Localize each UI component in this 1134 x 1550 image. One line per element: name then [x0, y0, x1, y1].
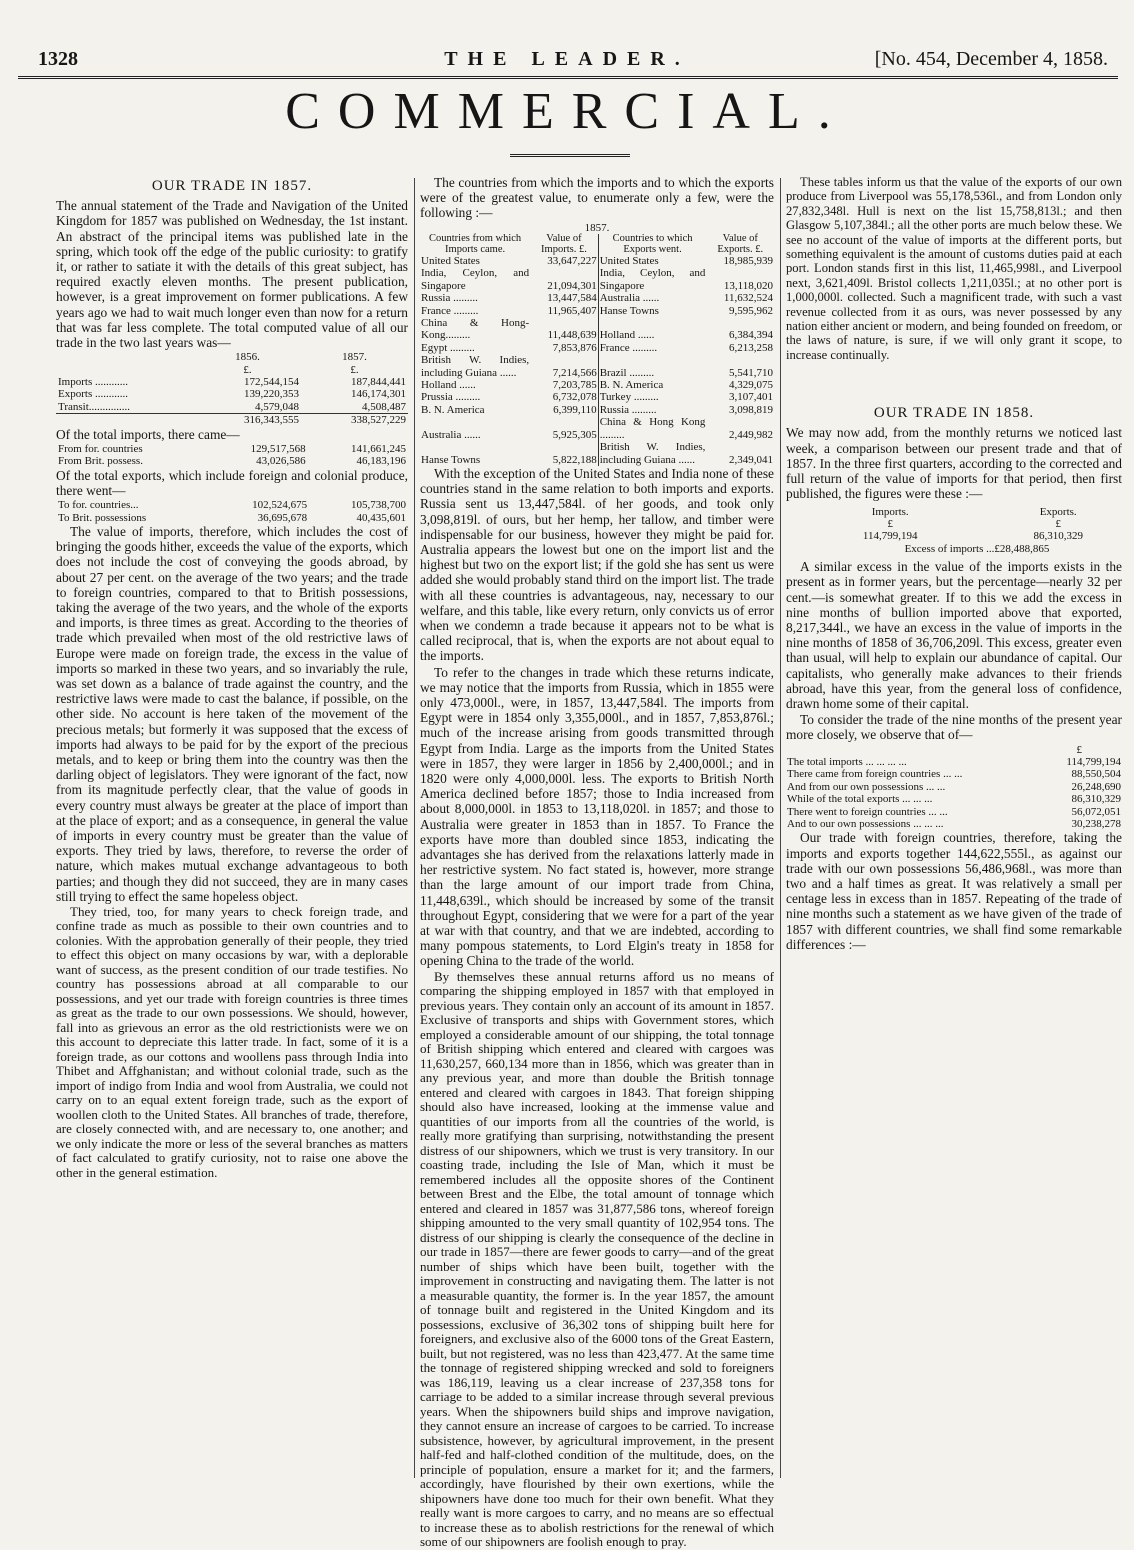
- import-value: 21,094,301: [547, 279, 597, 292]
- export-value: 6,384,394: [729, 329, 773, 342]
- export-value: 2,449,982: [729, 428, 773, 441]
- value-cell: 56,072,051: [1071, 805, 1121, 818]
- row-label: To Brit. possessions: [58, 511, 147, 524]
- page-number: 1328: [38, 48, 78, 70]
- export-value: 5,541,710: [729, 366, 773, 379]
- paragraph: To refer to the changes in trade which these returns indicate, we may notice that the imports from Russia, which in 1855 were only 473,000l., were, in 1857, 13,447,584l. The imports from Egypt were in 1854 only 3,355,000l., and in 1857, 7,853,876l.; much of the increase arising from goods transmitted through Egypt from India. Large as the imports from the United States were in 1857, they were larger in 1856 by 2,400,000l.; and in 1820 were only 4,000,000l. less. The exports to British North America declined before 1857; those to India increased from about 8,000,000l. in 1853 to 13,118,020l. in 1857; and those to Australia were greater in 1853 than in 1857. To France the exports have more than doubled since 1853, indicating the advantages she has derived from the relaxations latterly made in her restrictive system. No fact stated is, however, more strange than the large amount of our import trade from China, 11,448,639l., which should be increased by some of the transit throughout Egypt, considering that we were for a part of the year at war with that country, and that we are indebted, according to many pompous statements, to Lord Elgin's treaty in 1858 for opening China to the trade of the world.: [420, 664, 774, 969]
- import-country: China & Hong-Kong.........: [421, 317, 530, 342]
- unit-header: £: [887, 517, 893, 530]
- imports-intro: Of the total imports, there came—: [56, 426, 240, 442]
- value-cell: 36,695,678: [257, 511, 308, 524]
- row-label: To for. countries...: [58, 499, 139, 512]
- title-rule: [510, 154, 630, 157]
- column-header: Countries to which Exports went.: [598, 234, 706, 255]
- import-value: 13,447,584: [547, 292, 597, 305]
- import-country: Prussia .........: [421, 391, 481, 404]
- value-cell: 129,517,568: [250, 442, 306, 455]
- table-row: [420, 317, 774, 342]
- table-row: [786, 768, 1122, 780]
- table-row: [420, 255, 774, 267]
- value-cell: 139,220,353: [243, 388, 299, 401]
- table-row: [56, 401, 408, 414]
- paragraph: Our trade with foreign countries, therefore, taking the imports and exports together 144,622,555l., as against our trade with our own possessions 56,486,968l., was more than two and a half times as great. It was relatively a small per centage less in excess than in 1857. Repeating of the trade of nine months such a statement as we have given of the trade of 1857 with different countries, we shall find some remarkable differences :—: [786, 830, 1122, 952]
- article-heading-1858: OUR TRADE IN 1858.: [873, 405, 1035, 422]
- year-header: 1856.: [235, 351, 260, 364]
- export-country: Holland ......: [598, 317, 706, 342]
- export-country: India, Ceylon, and Singapore: [599, 267, 706, 292]
- import-country: British W. Indies, including Guiana ......: [421, 354, 530, 379]
- table-row: [420, 354, 774, 379]
- table-row: [420, 305, 774, 317]
- table-row: [786, 806, 1122, 818]
- table-row: [420, 416, 774, 441]
- column-1: [56, 175, 408, 1181]
- issue-date: [No. 454, December 4, 1858.: [874, 48, 1108, 70]
- export-country: Brazil .........: [598, 354, 706, 379]
- row-label: From Brit. possess.: [58, 455, 143, 468]
- year-header: 1857.: [342, 351, 367, 364]
- export-country: Turkey .........: [598, 391, 706, 403]
- table-row: [786, 793, 1122, 805]
- table-row: [420, 391, 774, 403]
- total-cell: 338,527,229: [301, 414, 408, 427]
- export-country: Russia .........: [598, 404, 706, 416]
- table-row: [56, 455, 408, 467]
- export-value: 6,213,258: [729, 341, 773, 354]
- unit-header: £: [1076, 743, 1082, 756]
- import-value: 33,647,227: [547, 255, 597, 268]
- export-country: China & Hong Kong .........: [599, 416, 706, 441]
- value-cell: 30,238,278: [1071, 818, 1121, 830]
- value-cell: 86,310,329: [1071, 793, 1121, 806]
- export-value: 3,098,819: [729, 403, 773, 416]
- totals-table: [56, 351, 408, 426]
- import-value: 6,399,110: [553, 403, 597, 416]
- column-divider: [414, 178, 415, 1478]
- column-divider: [780, 178, 781, 1478]
- value-cell: 86,310,329: [1033, 530, 1083, 543]
- exports-intro: Of the total exports, which include foreign and colonial produce, there went—: [56, 467, 408, 498]
- paragraph: To consider the trade of the nine months of the present year more closely, we observe that of—: [786, 712, 1122, 743]
- table-row: [56, 388, 408, 400]
- table-row: [786, 781, 1122, 793]
- total-row: [56, 414, 408, 427]
- import-country: India, Ceylon, and Singapore: [421, 267, 530, 292]
- column-header: Value of Exports. £.: [717, 233, 764, 255]
- publication-name: THE LEADER.: [444, 48, 690, 70]
- table-row: [56, 443, 408, 455]
- nine-month-table: [786, 756, 1122, 830]
- import-country: United States: [421, 255, 480, 268]
- import-value: 7,853,876: [552, 341, 597, 354]
- column-3: [786, 175, 1122, 953]
- value-cell: 46,183,196: [356, 455, 406, 468]
- row-label: And from our own possessions ... ...: [787, 780, 946, 793]
- export-country: Australia ......: [598, 292, 706, 304]
- value-cell: 4,579,048: [254, 400, 299, 413]
- table-row: [420, 342, 774, 354]
- value-cell: 187,844,441: [351, 376, 406, 389]
- total-cell: 316,343,555: [194, 414, 301, 427]
- table-row: [420, 379, 774, 391]
- value-cell: 4,508,487: [362, 400, 406, 413]
- unit-header: £: [1055, 517, 1061, 530]
- paragraph: These tables inform us that the value of the exports of our own produce from Liverpool was 55,178,536l., and from London only 27,832,348l. Hull is next on the list 15,758,813l.; and then Glasgow 5,107,384l.; all the other ports are much below these. We see no account of the value of imports at the different ports, but something equivalent is the amount of customs duties paid at each port. London stands first in this list, 11,465,998l., and Liverpool next, 3,621,409l. Bristol collects 1,211,035l.; at no other port is 1,000,000l. collected. Such a magnificent trade, with such a vast revenue collected from it as ours, was never possessed by any nation either ancient or modern, and being founded on freedom, or the laws of nature, is sure, if we will only grant it scope, to increase continually.: [786, 175, 1122, 362]
- table-row: [56, 512, 408, 524]
- paragraph: By themselves these annual returns afford us no means of comparing the shipping employed in 1857 with that employed in previous years. They contain only an account of its amount in 1857. Exclusive of transports and ships with Government stores, which employed a considerable amount of our shipping, the total tonnage of British shipping which entered and cleared with cargoes was 11,630,257, 660,134 more than in 1856, which was greater than in any previous year, and more than double the British tonnage entered and cleared with cargoes in 1843. That foreign shipping should also have increased, looking at the immense value and quantities of our imports from all the countries of the world, is really more gratifying than surprising, notwithstanding the present distress of our shipowners, which we trust is very transitory. In our coasting trade, including the Isle of Man, which it must be remembered includes all the opposite shores of the Continent between Brest and the Elbe, the total amount of tonnage which entered and cleared in 1857 was 31,877,586 tons, whereof foreign shipping amounted to the very small quantity of 102,954 tons. The distress of our shipping is clearly the consequence of the decline in our trade in 1857—there are fewer goods to carry—and of the great number of ships which have been built, together with the improvement in constructing and navigating them. The latter is not a measurable quantity, the former is. In the year 1857, the amount of tonnage built and registered in the United Kingdom and its possessions, exclusive of 36,302 tons of shipping built here for foreigners, and exclusive also of the 6000 tons of the Great Eastern, built, but not registered, was no less than 423,477. At the same time the tonnage of registered shipping wrecked and sold to foreigners was 186,119, leaving us a clear increase of 237,358 tons for carriage to be added to a similar increase through several previous years. When the shipowners build ships and improve navigation, they cannot ensure an increase of cargoes to be carried. To increase subsistence, however, by agricultural improvement, in the present half-fed and half-clothed condition of the multitude, does, on the principle of population, ensure a market for it; and the farmers, accordingly, have flourished by their own exertions, while the shipowners have done too much for their own benefit. What they really want is more cargoes to carry, and no means are so effectual to increase these as to abolish restrictions for the renewal of which some of our shipowners are foolish enough to pray.: [420, 968, 774, 1550]
- import-value: 7,214,566: [552, 366, 597, 379]
- value-cell: 105,738,700: [351, 499, 406, 512]
- row-label: Transit...............: [58, 400, 131, 413]
- import-value: 7,203,785: [552, 379, 597, 392]
- table-year: 1857.: [584, 221, 610, 234]
- table-row: [420, 441, 774, 466]
- value-cell: 172,544,154: [243, 376, 299, 389]
- table-row: [420, 404, 774, 416]
- value-cell: 114,799,194: [862, 530, 918, 543]
- export-country: B. N. America: [598, 379, 706, 391]
- column-header: Value of Imports. £.: [541, 233, 587, 255]
- table-row: [420, 292, 774, 304]
- value-cell: £28,488,865: [994, 542, 1050, 555]
- value-cell: 26,248,690: [1071, 780, 1121, 793]
- article-intro: The annual statement of the Trade and Navigation of the United Kingdom for 1857 was published on Wednesday, the 1st instant. An abstract of the principal items was published late in the spring, which took off the edge of the public curiosity: to gratify it, or rather to satiate it with the details of this great subject, has required exactly eleven months. The present publication, however, is a great improvement on former publications. A few years ago we had to wait much longer even than now for a return that was far less complete. The total computed value of all our trade in the two last years was—: [56, 198, 408, 351]
- export-country: United States: [598, 255, 706, 267]
- import-country: B. N. America: [421, 403, 485, 416]
- paragraph: A similar excess in the value of the imports exists in the present as in former years, but the percentage—nearly 32 per cent.—is somewhat greater. If to this we add the excess in nine months of bullion imported above that exported, 8,217,344l., we have an excess in the value of imports in the nine months of 1858 of 36,706,209l. This excess, greater even than usual, will help to explain our abundance of capital. Our capitalists, who generally make advances to their friends abroad, have this year, from the general loss of confidence, drawn home some of their capital.: [786, 559, 1122, 711]
- import-country: Hanse Towns: [421, 453, 481, 466]
- export-value: 4,329,075: [729, 379, 773, 392]
- value-cell: 43,026,586: [256, 455, 306, 468]
- import-country: France .........: [421, 304, 479, 317]
- value-cell: 146,174,301: [351, 388, 406, 401]
- unit-header: £.: [350, 363, 359, 376]
- import-value: 6,732,078: [552, 391, 597, 404]
- paragraph: The countries from which the imports and to which the exports were of the greatest value, to enumerate only a few, were the following :—: [420, 175, 774, 221]
- exports-destination-table: [56, 499, 408, 524]
- paragraph: The value of imports, therefore, which includes the cost of bringing the goods hither, exceeds the value of the exports, which does not include the cost of conveying the goods abroad, by about 27 per cent. on the average of the two years; and the trade to foreign countries, compared to that to British possessions, taking the average of the two years, and the whole of the exports and imports, is three times as great. According to the theories of trade which prevailed when most of the old restrictive laws of Europe were made on foreign trade, the excess in the value of imports so marked in these two years, and so invariably the rule, was set down as a balance of trade against the country, and the restrictive laws were made to cast the balance, if possible, on the other side. No account is here taken of the movement of the precious metals; but formerly it was supposed that the excess of imports had always to be paid for by the export of the precious metals, and to keep or bring them into the country was then the darling object of legislators. They were ignorant of the fact, now from its magnitude perfectly clear, that the value of goods in every country must always be greater at the place of import than at the place of export; and as a consequence, in general the value of imports in every country must be greater than the value of exports. They tried by laws, therefore, to reverse the order of nature, which makes mutual exchange advantageous to both parties; and though they did not succeed, they are in many cases still trying to effect the same hopeless object.: [56, 523, 408, 904]
- row-label: Imports ............: [58, 376, 128, 389]
- import-value: 11,965,407: [547, 304, 597, 317]
- table-row: [786, 756, 1122, 768]
- countries-table: [420, 234, 774, 466]
- column-2: [420, 175, 774, 1550]
- row-label: Excess of imports ...: [904, 542, 995, 555]
- export-value: 9,595,962: [729, 304, 773, 317]
- column-header: Imports.: [871, 505, 909, 518]
- row-label: There went to foreign countries ... ...: [787, 805, 948, 818]
- table-row: [56, 499, 408, 511]
- row-label: From for. countries: [58, 442, 143, 455]
- export-country: British W. Indies, including Guiana ......: [599, 441, 706, 466]
- value-cell: 141,661,245: [351, 442, 406, 455]
- article-heading-1857: OUR TRADE IN 1857.: [151, 178, 313, 194]
- import-country: Holland ......: [421, 379, 476, 392]
- import-value: 5,822,188: [552, 453, 597, 466]
- export-country: France .........: [598, 342, 706, 354]
- export-country: Hanse Towns: [598, 305, 706, 317]
- table-row: [56, 376, 408, 388]
- import-value: 5,925,305: [552, 428, 597, 441]
- column-header: Countries from which Imports came.: [429, 233, 522, 255]
- article-intro: We may now add, from the monthly returns we noticed last week, a comparison between our present trade and that of 1857. In the three first quarters, according to the corrected and full return of the value of imports for that period, then first published, the figures were these :—: [786, 425, 1122, 502]
- import-country: Russia .........: [421, 292, 478, 305]
- import-country: Egypt .........: [421, 341, 475, 354]
- value-cell: 88,550,504: [1071, 768, 1121, 781]
- export-value: 11,632,524: [723, 292, 773, 305]
- section-title: COMMERCIAL.: [285, 83, 849, 140]
- row-label: While of the total exports ... ... ...: [787, 793, 933, 806]
- paragraph: With the exception of the United States and India none of these countries stand in the same relation to both imports and exports. Russia sent us 13,447,584l. of her goods, and took only 3,098,819l. of ours, but her hemp, her tallow, and timber were indispensable for our business, however they might be paid for. Australia appears the lowest but one on the import list and the highest but two on the export list; if the gold she has sent us were added she would probably stand third on the import list. The trade with all these countries is advantageous, nay, necessary to our welfare, and this table, like every return, only convicts us of error when we condemn a trade because it appears not to be what is called reciprocal, that is, when the exports are not about equal to the imports.: [420, 465, 774, 664]
- row-label: There came from foreign countries ... ...: [787, 768, 963, 781]
- value-cell: 40,435,601: [356, 511, 406, 524]
- row-label: The total imports ... ... ... ...: [787, 755, 907, 768]
- import-value: 11,448,639: [547, 329, 597, 342]
- imports-origin-table: [56, 443, 408, 468]
- value-cell: 102,524,675: [252, 499, 308, 512]
- masthead-rule: [18, 76, 1118, 79]
- unit-header: £.: [243, 363, 252, 376]
- export-value: 3,107,401: [729, 391, 773, 404]
- masthead: [18, 48, 1116, 78]
- table-row: [420, 267, 774, 292]
- export-value: 2,349,041: [729, 453, 773, 466]
- value-cell: 114,799,194: [1066, 755, 1121, 768]
- export-value: 13,118,020: [723, 279, 773, 292]
- paragraph: They tried, too, for many years to check foreign trade, and confine trade as much as possible to their own countries and to colonies. With the approbation generally of their people, they tried to effect this object on many occasions by war, with a deplorable want of success, as the present condition of our trade testifies. No country has possessions abroad at all comparable to our possessions, and yet our trade with foreign countries is three times as great as the trade to our own possessions. We should, however, fall into as grievous an error as the old restrictionists were we on this account to depreciate this latter trade. In fact, some of it is a foreign trade, as our cottons and woollens pass through India into Thibet and Affghanistan; and without colonial trade, such as the import of indigo from India and wool from Australia, we could not carry on to an equal extent foreign trade, such as the export of woollen cloth to the United States. All branches of trade, therefore, are closely connected with, and are necessary to, one another; and we only indicate the more or less of the several branches as matters of fact calculated to gratify curiosity, not to raise one above the other in the general estimation.: [56, 903, 408, 1180]
- row-label: Exports ............: [58, 388, 128, 401]
- summary-table: [786, 506, 1122, 556]
- column-header: Exports.: [1039, 505, 1077, 518]
- row-label: And to our own possessions ... ... ...: [787, 818, 944, 830]
- export-value: 18,985,939: [723, 255, 773, 268]
- table-row: [786, 818, 1122, 830]
- import-country: Australia ......: [421, 428, 481, 441]
